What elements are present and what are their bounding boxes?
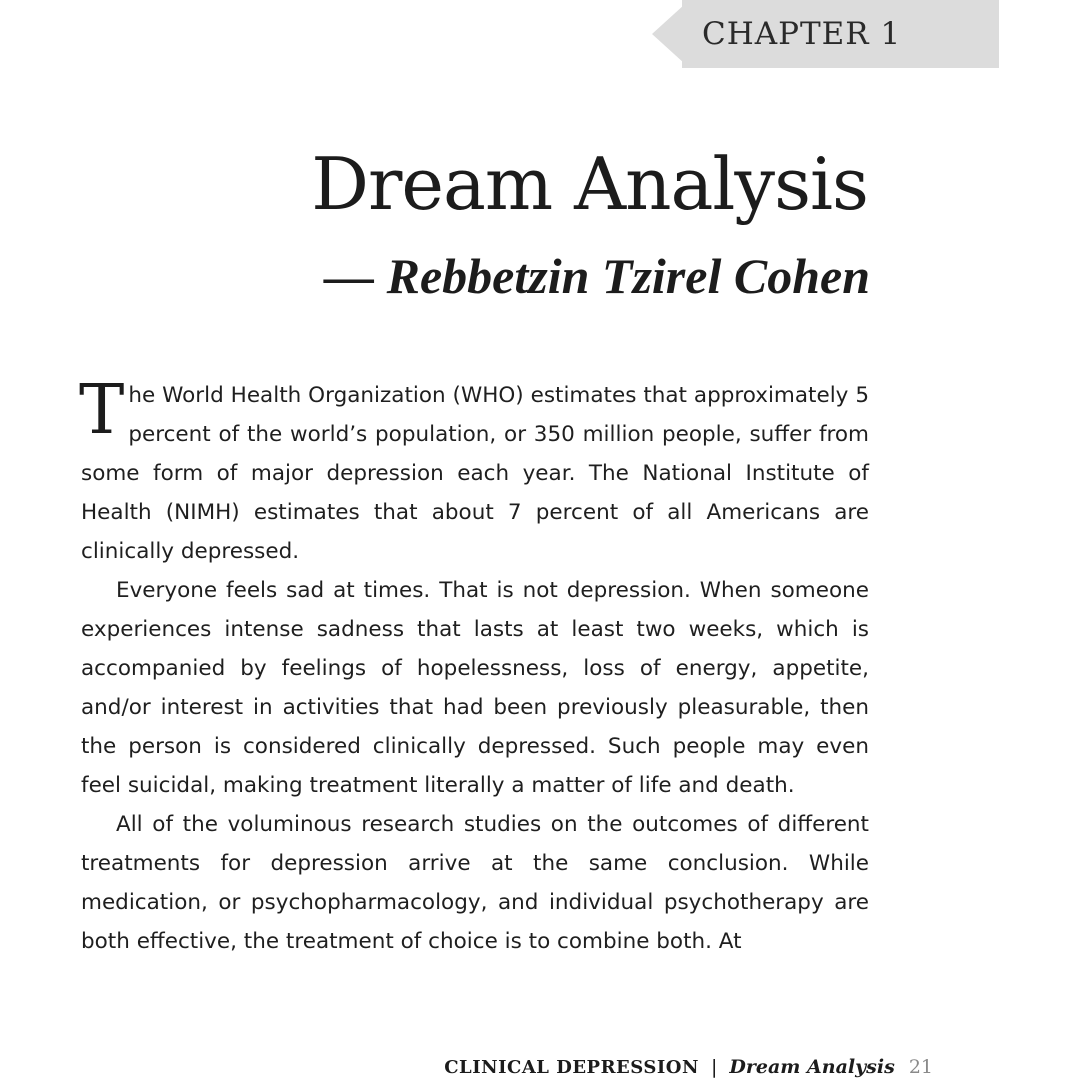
chapter-label: CHAPTER 1: [702, 16, 902, 52]
footer-chapter-title: Dream Analysis: [729, 1056, 895, 1078]
page-footer: [444, 1052, 933, 1080]
paragraph-1-text: he World Health Organization (WHO) estimates that approximately 5 percent of the world’s population, or 350 million people, suffer from some form of major depression each year. The National Institute of Health (NIMH) estimates that about 7 percent of all Americans are clinically depressed.: [81, 383, 869, 564]
paragraph-3: All of the voluminous research studies on the outcomes of different treatments for depression arrive at the same conclusion. While medication, or psychopharmacology, and individual psychotherapy are both effective, the treatment of choice is to combine both. At: [81, 812, 869, 954]
paragraph-1: [79, 371, 869, 571]
footer-separator: |: [710, 1056, 718, 1078]
drop-cap: T: [79, 371, 125, 450]
chapter-title: Dream Analysis: [311, 142, 868, 226]
paragraph-2: Everyone feels sad at times. That is not depression. When someone experiences intense sadness that lasts at least two weeks, which is accompanied by feelings of hopelessness, loss of energy, appetite, and/or interest in activities that had been previously pleasurable, then the person is considered clinically depressed. Such people may even feel suicidal, making treatment literally a matter of life and death.: [81, 578, 869, 798]
page-number: 21: [908, 1056, 933, 1078]
footer-section-title: CLINICAL DEPRESSION: [444, 1057, 699, 1078]
chapter-author: — Rebbetzin Tzirel Cohen: [324, 248, 870, 304]
body-text: [79, 371, 869, 961]
